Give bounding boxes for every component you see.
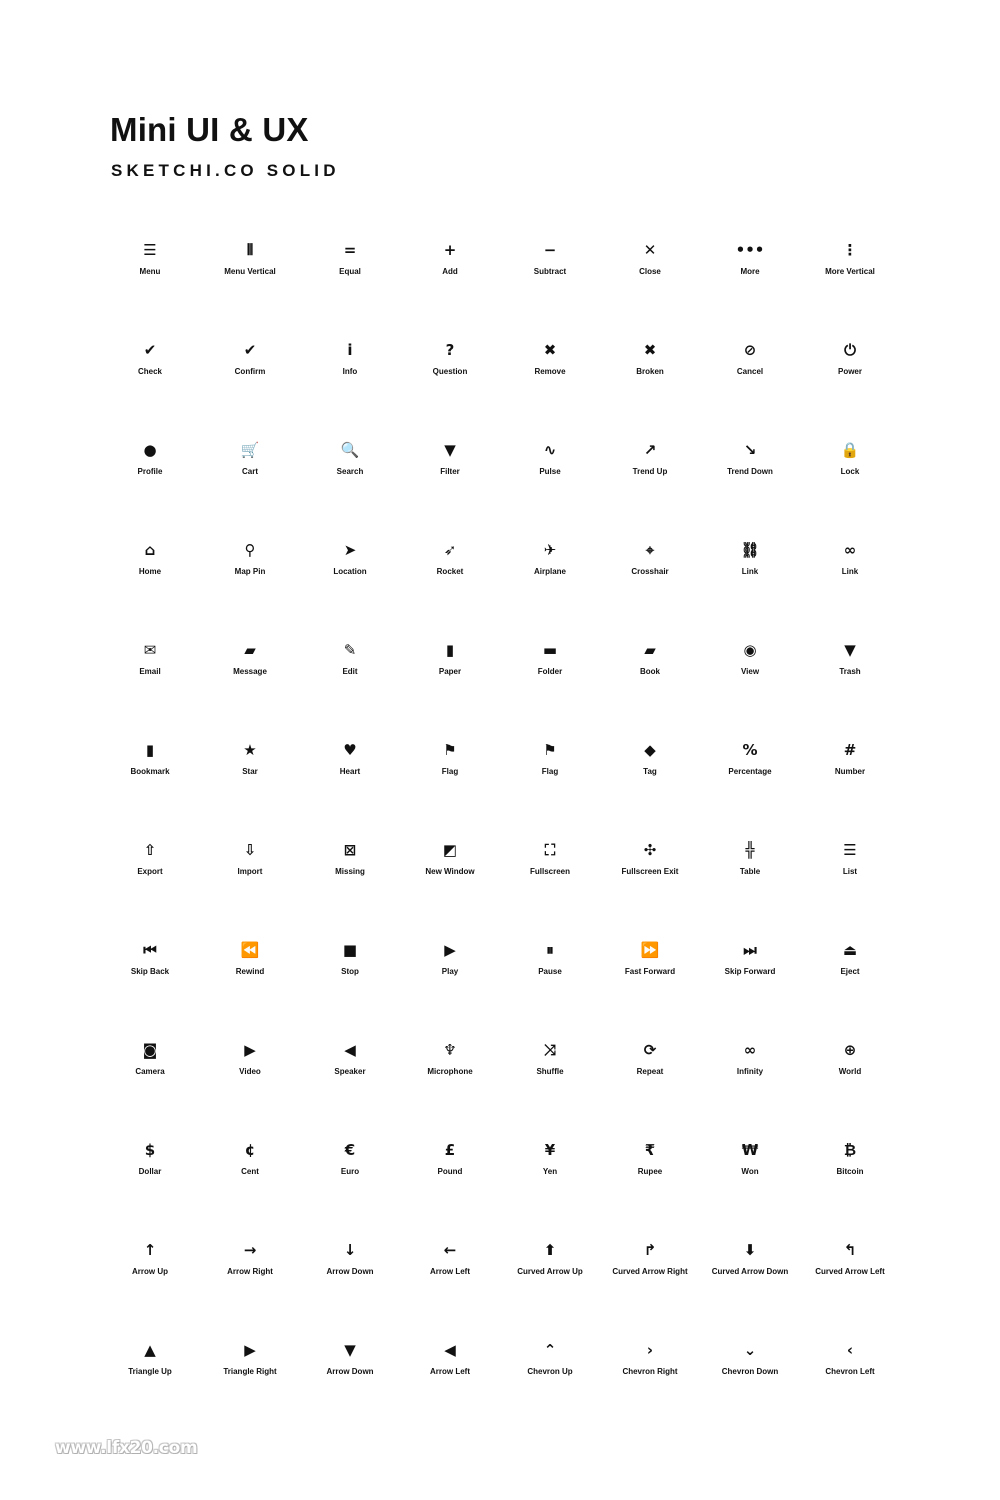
chevron-up-icon: ⌃ [543,1340,557,1359]
icon-label: Tag [643,767,657,776]
icon-label: Arrow Up [132,1267,168,1276]
arrow-right-icon: → [243,1240,257,1259]
icon-tile [300,438,400,502]
icon-tile [600,838,700,902]
icon-label: Edit [342,667,358,676]
icon-label: Fullscreen [529,867,570,876]
icon-label: Microphone [427,1067,473,1076]
icon-tile [500,838,600,902]
icon-label: Rupee [637,1167,663,1176]
icon-tile [300,938,400,1002]
icon-tile [400,1138,500,1202]
euro-icon: € [344,1140,356,1159]
link-horizontal-icon: ∞ [843,540,857,559]
curved-arrow-up-icon: ⬆ [543,1240,557,1259]
icon-label: Speaker [334,1067,366,1076]
icon-tile [200,1338,300,1402]
icon-tile [600,1138,700,1202]
icon-tile [300,238,400,302]
icon-tile [600,238,700,302]
icon-tile [800,338,900,402]
rupee-icon: ₹ [644,1140,656,1159]
icon-tile [500,438,600,502]
icon-label: Trash [839,667,861,676]
icon-tile [600,638,700,702]
icon-label: Subtract [533,267,567,276]
icon-label: Curved Arrow Right [612,1267,688,1276]
number-icon: # [843,740,857,759]
icon-label: Triangle Up [128,1367,172,1376]
icon-tile [600,1338,700,1402]
icon-tile [800,838,900,902]
icon-label: Menu [139,267,161,276]
icon-label: Heart [339,767,361,776]
icon-tile [700,1038,800,1102]
icon-label: Star [242,767,258,776]
airplane-icon: ✈ [543,540,557,559]
icon-tile [500,1138,600,1202]
icon-label: Missing [335,867,365,876]
icon-tile [800,1238,900,1302]
message-icon: ▰ [244,640,256,659]
icon-label: Infinity [736,1067,764,1076]
chevron-down-icon: ⌄ [743,1340,757,1359]
icon-tile [400,238,500,302]
menu-icon: ☰ [143,240,157,259]
folder-icon: ▬ [542,640,558,659]
repeat-icon: ⟳ [643,1040,657,1059]
menu-vertical-icon: ⦀ [246,240,254,259]
cart-icon: 🛒 [240,440,260,459]
icon-tile [500,338,600,402]
missing-icon: ⊠ [343,840,357,859]
tag-icon: ◆ [644,740,656,759]
trend-up-icon: ↗ [643,440,657,459]
icon-tile [300,738,400,802]
icon-tile [500,538,600,602]
icon-tile [800,238,900,302]
icon-tile [200,1138,300,1202]
icon-tile [100,838,200,902]
icon-label: Search [336,467,364,476]
icon-label: Cart [241,467,258,476]
new-window-icon: ◩ [442,840,458,859]
icon-label: Map Pin [234,567,266,576]
icon-label: Info [342,367,358,376]
question-icon: ? [445,340,455,359]
icon-tile [600,738,700,802]
export-icon: ⇧ [143,840,157,859]
icon-label: Arrow Right [227,1267,273,1276]
icon-label: Chevron Down [721,1367,779,1376]
location-icon: ➤ [343,540,357,559]
triangle-down-icon: ▼ [344,1340,356,1359]
icon-tile [300,1138,400,1202]
chevron-right-icon: › [646,1340,654,1359]
video-icon: ▶ [244,1040,256,1059]
icon-tile [400,1338,500,1402]
trash-icon: ▼ [844,640,856,659]
icon-tile [800,738,900,802]
icon-tile [700,238,800,302]
icon-label: Email [139,667,161,676]
lock-icon: 🔒 [840,440,860,459]
icon-tile [100,938,200,1002]
icon-label: More [740,267,760,276]
icon-label: Flag [541,767,559,776]
yen-icon: ¥ [544,1140,556,1159]
icon-label: Equal [339,267,361,276]
profile-icon: ● [143,440,157,459]
icon-tile [600,338,700,402]
icon-label: Crosshair [631,567,669,576]
arrow-down-icon: ↓ [343,1240,357,1259]
icon-label: Arrow Down [326,1367,374,1376]
icon-tile [600,538,700,602]
icon-tile [400,338,500,402]
dollar-icon: $ [144,1140,156,1159]
icon-label: Trend Down [727,467,773,476]
icon-label: Skip Back [130,967,170,976]
icon-label: Remove [534,367,566,376]
icon-tile [700,1338,800,1402]
page-subtitle: SKETCHI.CO SOLID [111,161,340,180]
icon-label: Menu Vertical [224,267,276,276]
icon-tile [700,1138,800,1202]
icon-label: New Window [425,867,475,876]
icon-label: Arrow Down [326,1267,374,1276]
icon-label: Airplane [533,567,566,576]
table-icon: ╬ [745,840,755,859]
trend-down-icon: ↘ [743,440,757,459]
icon-tile [100,1238,200,1302]
icon-label: Fullscreen Exit [621,867,679,876]
icon-tile [200,1038,300,1102]
cent-icon: ¢ [244,1140,256,1159]
cancel-icon: ⊘ [743,340,757,359]
icon-label: Flag [441,767,459,776]
icon-tile [400,738,500,802]
curved-arrow-down-icon: ⬇ [743,1240,757,1259]
icon-tile [200,638,300,702]
link-icon: ⛓ [740,540,760,559]
remove-icon: ✖ [543,340,557,359]
icon-tile [200,538,300,602]
icon-label: Table [739,867,761,876]
icon-label: Trend Up [632,467,668,476]
paper-icon: ▮ [445,640,455,659]
list-icon: ☰ [843,840,857,859]
icon-tile [700,1238,800,1302]
icon-label: World [838,1067,862,1076]
icon-label: Euro [340,1167,360,1176]
icon-label: Play [441,967,459,976]
icon-label: Repeat [636,1067,664,1076]
icon-tile [200,338,300,402]
icon-tile [100,738,200,802]
icon-tile [200,238,300,302]
broken-icon: ✖ [643,340,657,359]
icon-label: Add [442,267,458,276]
icon-label: Curved Arrow Up [517,1267,583,1276]
icon-label: Chevron Right [622,1367,678,1376]
star-icon: ★ [243,740,257,759]
icon-label: Close [639,267,661,276]
skip-forward-icon: ⏭ [743,940,757,959]
bookmark-icon: ▮ [145,740,155,759]
icon-label: Filter [440,467,460,476]
heart-icon: ♥ [343,740,357,759]
icon-label: Shuffle [536,1067,564,1076]
edit-icon: ✎ [343,640,357,659]
icon-label: Dollar [138,1167,162,1176]
camera-icon: ◙ [142,1040,158,1059]
icon-tile [400,638,500,702]
pulse-icon: ∿ [543,440,557,459]
icon-label: Cent [241,1167,259,1176]
icon-tile [100,238,200,302]
curved-arrow-left-icon: ↰ [843,1240,857,1259]
icon-label: Cancel [736,367,764,376]
icon-tile [400,1238,500,1302]
icon-tile [200,1238,300,1302]
icon-tile [600,1038,700,1102]
crosshair-icon: ⌖ [645,540,655,559]
icon-label: Pulse [539,467,561,476]
flag-alt-icon: ⚑ [543,740,557,759]
triangle-right-icon: ▶ [244,1340,256,1359]
chevron-left-icon: ‹ [846,1340,854,1359]
icon-label: Arrow Left [430,1367,470,1376]
icon-label: Power [837,367,862,376]
icon-label: Location [333,567,367,576]
filter-icon: ▼ [444,440,456,459]
icon-label: Confirm [234,367,266,376]
icon-tile [100,338,200,402]
icon-tile [600,1238,700,1302]
icon-tile [700,438,800,502]
icon-label: Yen [542,1167,558,1176]
fast-forward-icon: ⏩ [640,940,660,959]
icon-tile [500,1238,600,1302]
icon-tile [800,1038,900,1102]
percentage-icon: % [742,740,758,759]
icon-tile [100,438,200,502]
icon-tile [600,438,700,502]
speaker-icon: ◀ [344,1040,356,1059]
icon-label: Export [137,867,163,876]
icon-label: Message [233,667,267,676]
bitcoin-icon: ₿ [843,1140,857,1159]
icon-tile [200,838,300,902]
microphone-icon: ♆ [443,1040,457,1059]
icon-tile [300,638,400,702]
watermark: www.lfx20.com [55,1438,198,1458]
icon-tile [400,938,500,1002]
icon-tile [500,1038,600,1102]
flag-icon: ⚑ [443,740,457,759]
equal-icon: = [343,240,357,259]
page-title: Mini UI & UX [110,111,309,148]
fullscreen-icon: ⛶ [544,840,556,859]
arrow-left-icon: ← [443,1240,457,1259]
icon-tile [300,1238,400,1302]
icon-label: Number [834,767,866,776]
icon-tile [300,538,400,602]
icon-label: Lock [840,467,860,476]
icon-label: Won [741,1167,759,1176]
icon-tile [500,638,600,702]
icon-tile [200,938,300,1002]
icon-tile [300,1338,400,1402]
icon-label: Video [239,1067,261,1076]
icon-label: Chevron Up [527,1367,573,1376]
icon-tile [600,938,700,1002]
icon-label: Check [137,367,162,376]
icon-label: Chevron Left [825,1367,875,1376]
pound-icon: £ [444,1140,456,1159]
icon-tile [100,638,200,702]
rocket-icon: ➶ [443,540,457,559]
icon-label: More Vertical [825,267,875,276]
icon-label: Rewind [235,967,265,976]
subtract-icon: − [543,240,557,259]
icon-label: Pause [538,967,562,976]
icon-tile [800,938,900,1002]
icon-tile [500,738,600,802]
icon-label: Link [841,567,859,576]
won-icon: ₩ [741,1140,759,1159]
icon-label: Camera [135,1067,165,1076]
fullscreen-exit-icon: ✣ [643,840,657,859]
icon-label: Curved Arrow Left [815,1267,885,1276]
home-icon: ⌂ [144,540,156,559]
icon-tile [300,838,400,902]
icon-label: Skip Forward [724,967,776,976]
icon-label: Pound [437,1167,463,1176]
icon-label: Curved Arrow Down [711,1267,789,1276]
pause-icon: ⏸ [546,940,554,959]
icon-label: View [740,667,760,676]
curved-arrow-right-icon: ↱ [643,1240,657,1259]
check-icon: ✔ [143,340,157,359]
view-icon: ◉ [743,640,757,659]
rewind-icon: ⏪ [240,940,260,959]
icon-label: Bookmark [130,767,170,776]
icon-label: Arrow Left [430,1267,470,1276]
icon-tile [300,1038,400,1102]
icon-label: Paper [438,667,462,676]
infinity-icon: ∞ [743,1040,757,1059]
book-icon: ▰ [644,640,656,659]
icon-tile [800,1338,900,1402]
icon-label: Broken [636,367,664,376]
triangle-up-icon: ▲ [144,1340,156,1359]
icon-tile [800,438,900,502]
icon-label: Bitcoin [836,1167,864,1176]
icon-tile [800,538,900,602]
icon-label: Profile [137,467,163,476]
icon-tile [500,1338,600,1402]
icon-label: Question [432,367,468,376]
icon-tile [400,838,500,902]
icon-tile [500,938,600,1002]
confirm-icon: ✔ [243,340,257,359]
icon-label: Eject [840,967,860,976]
icon-label: Rocket [436,567,464,576]
more-icon: ••• [735,240,765,259]
icon-tile [300,338,400,402]
icon-tile [700,338,800,402]
icon-tile [100,1138,200,1202]
icon-label: Folder [537,667,563,676]
map-pin-icon: ⚲ [244,540,256,559]
icon-label: Home [138,567,162,576]
email-icon: ✉ [143,640,157,659]
world-icon: ⊕ [843,1040,857,1059]
skip-back-icon: ⏮ [143,940,157,959]
arrow-up-icon: ↑ [143,1240,157,1259]
info-icon: i [347,340,353,359]
icon-tile [700,538,800,602]
eject-icon: ⏏ [842,940,858,959]
icon-label: Triangle Right [223,1367,277,1376]
icon-tile [700,738,800,802]
icon-label: Percentage [728,767,772,776]
icon-label: Link [741,567,759,576]
icon-label: Import [237,867,263,876]
icon-tile [700,938,800,1002]
icon-tile [700,838,800,902]
import-icon: ⇩ [243,840,257,859]
icon-label: Stop [341,967,359,976]
power-icon: ⏻ [844,340,856,359]
icon-tile [200,738,300,802]
icon-tile [400,538,500,602]
icon-tile [100,1038,200,1102]
triangle-left-icon: ◀ [444,1340,456,1359]
search-icon: 🔍 [340,440,360,459]
more-vertical-icon: ⋮ [842,240,858,259]
close-icon: ✕ [643,240,657,259]
icon-label: Book [640,667,660,676]
play-icon: ▶ [444,940,456,959]
icon-tile [700,638,800,702]
icon-label: List [842,867,858,876]
shuffle-icon: ⤨ [543,1040,556,1059]
icon-tile [100,1338,200,1402]
icon-tile [400,438,500,502]
stop-icon: ■ [342,940,358,959]
icon-tile [100,538,200,602]
icon-tile [400,1038,500,1102]
icon-tile [800,638,900,702]
icon-tile [800,1138,900,1202]
icon-tile [500,238,600,302]
icon-tile [200,438,300,502]
icon-label: Fast Forward [624,967,676,976]
add-icon: + [443,240,457,259]
